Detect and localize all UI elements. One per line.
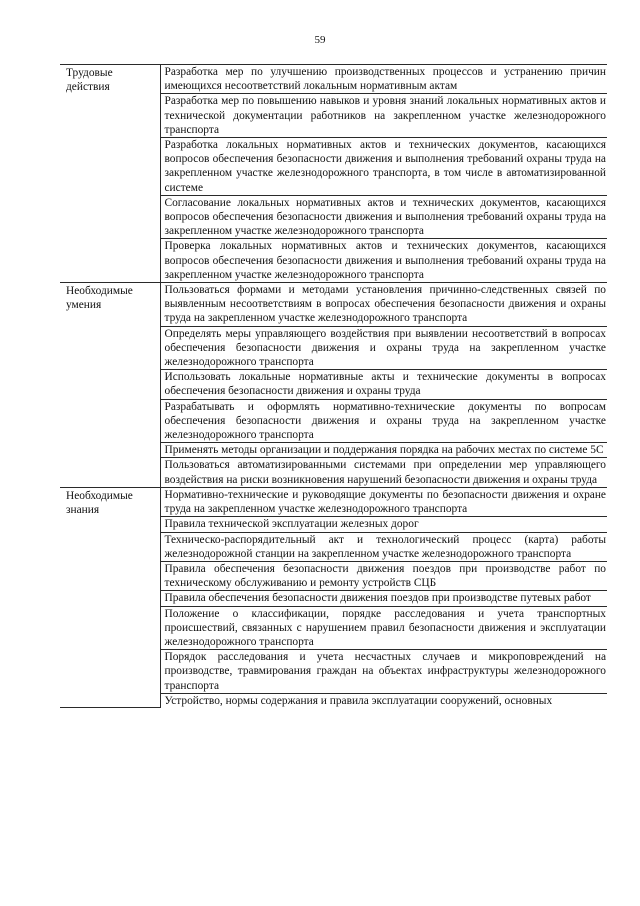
table-cell: Разработка мер по улучшению производственных процессов и устранению причин имеющихся несоответствий локальным нормативным актам	[160, 65, 607, 94]
table-cell: Согласование локальных нормативных актов и технических документов, касающихся вопросов обеспечения безопасности движения и выполнения требований охраны труда на закрепленном участке железнодорожного транспорта	[160, 195, 607, 239]
table-cell: Правила обеспечения безопасности движения поездов при производстве путевых работ	[160, 591, 607, 606]
qualification-table	[60, 64, 607, 708]
table-cell: Разработка локальных нормативных актов и технических документов, касающихся вопросов обеспечения безопасности движения и выполнения требований охраны труда на закрепленном участке железнодорожного транспорта, в том числе в автоматизированной системе	[160, 138, 607, 196]
table-cell: Проверка локальных нормативных актов и технических документов, касающихся вопросов обеспечения безопасности движения и выполнения требований охраны труда на закрепленном участке железнодорожного транспорта	[160, 239, 607, 283]
section-label-required-skills: Необходимые умения	[60, 283, 160, 488]
table-cell: Устройство, нормы содержания и правила эксплуатации сооружений, основных	[164, 694, 553, 707]
section-label-required-knowledge: Необходимые знания	[60, 487, 160, 708]
table-cell: Разработка мер по повышению навыков и уровня знаний локальных нормативных актов и технической документации работников на закрепленном участке железнодорожного транспорта	[160, 94, 607, 138]
table-cell: Правила технической эксплуатации железных дорог	[160, 517, 607, 532]
table-cell: Пользоваться формами и методами установления причинно-следственных связей по выявленным несоответствиям в вопросах обеспечения безопасности движения и охраны труда на закрепленном участке железнодорожного транспорта	[160, 283, 607, 327]
table-row	[60, 283, 607, 327]
table-row	[60, 65, 607, 94]
table-cell: Применять методы организации и поддержания порядка на рабочих местах по системе 5С	[160, 443, 607, 458]
table-cell: Разрабатывать и оформлять нормативно-технические документы по вопросам обеспечения безопасности движения и охраны труда на закрепленном участке железнодорожного транспорта	[160, 399, 607, 443]
table-cell: Нормативно-технические и руководящие документы по безопасности движения и охране труда на закрепленном участке железнодорожного транспорта	[160, 487, 607, 516]
table-cell: Определять меры управляющего воздействия при выявлении несоответствий в вопросах обеспечения безопасности движения и охраны труда на закрепленном участке железнодорожного транспорта	[160, 326, 607, 370]
page-number: 59	[314, 34, 326, 46]
table-cell: Положение о классификации, порядке расследования и учета транспортных происшествий, связанных с нарушением правил безопасности движения и эксплуатации железнодорожного транспорта	[160, 606, 607, 650]
table-cell: Правила обеспечения безопасности движения поездов при производстве работ по техническому обслуживанию и ремонту устройств СЦБ	[160, 561, 607, 590]
table-cell: Использовать локальные нормативные акты и технические документы в вопросах обеспечения безопасности движения и охраны труда	[160, 370, 607, 399]
table-row	[60, 487, 607, 516]
table-cell: Пользоваться автоматизированными системами при определении мер управляющего воздействия на риски возникновения нарушений безопасности движения и охраны труда	[160, 458, 607, 487]
table-cell: Порядок расследования и учета несчастных случаев и микроповреждений на производстве, травмирования граждан на объектах инфраструктуры железнодорожного транспорта	[160, 650, 607, 694]
section-label-labor-actions: Трудовые действия	[60, 65, 160, 283]
table-cell: Техническо-распорядительный акт и технологический процесс (карта) работы железнодорожной станции на закрепленном участке железнодорожного транспорта	[160, 532, 607, 561]
